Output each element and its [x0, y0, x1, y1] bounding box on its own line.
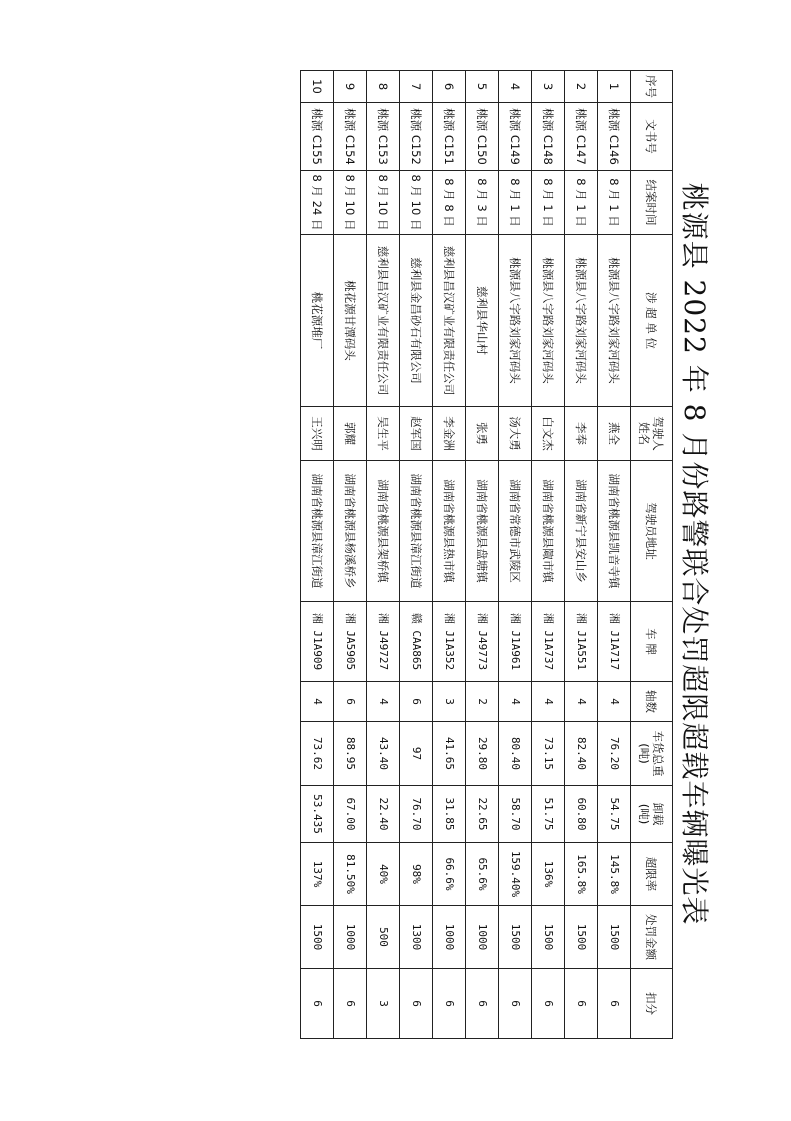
cell-unload: 22.40: [367, 786, 400, 843]
cell-over-rate: 145.8%: [598, 843, 631, 906]
cell-gross: 41.65: [433, 722, 466, 786]
cell-driver: 白文杰: [532, 407, 565, 461]
header-unload-line1: 卸载: [651, 802, 666, 826]
cell-driver: 吴生平: [367, 407, 400, 461]
cell-index: 2: [565, 71, 598, 103]
cell-address: 湖南省桃源县热市镇: [433, 461, 466, 602]
cell-points: 6: [400, 969, 433, 1039]
cell-over-rate: 165.8%: [565, 843, 598, 906]
cell-unit: 桃源县八字路刘家河码头: [565, 235, 598, 407]
header-driver: [631, 407, 673, 461]
cell-fine: 1500: [301, 906, 334, 969]
cell-index: 9: [334, 71, 367, 103]
cell-axles: 4: [598, 682, 631, 722]
cell-doc-no: 桃源 C148: [532, 103, 565, 171]
cell-unload: 54.75: [598, 786, 631, 843]
cell-unload: 67.00: [334, 786, 367, 843]
cell-unload: 76.70: [400, 786, 433, 843]
table-row: [499, 71, 532, 1039]
table-wrapper: [300, 70, 673, 1038]
cell-fine: 1500: [532, 906, 565, 969]
cell-address: 湖南省桃源县漳江街道: [301, 461, 334, 602]
cell-axles: 4: [532, 682, 565, 722]
table-row: [301, 71, 334, 1039]
cell-index: 4: [499, 71, 532, 103]
cell-points: 6: [301, 969, 334, 1039]
cell-plate: 湘 J49773: [466, 602, 499, 682]
cell-doc-no: 桃源 C152: [400, 103, 433, 171]
cell-close-time: 8 月 1 日: [499, 171, 532, 235]
header-driver-line1: 驾驶人: [651, 416, 666, 451]
cell-unload: 31.85: [433, 786, 466, 843]
cell-gross: 43.40: [367, 722, 400, 786]
cell-plate: 湘 J1A961: [499, 602, 532, 682]
cell-address: 湖南省桃源县盘塘镇: [466, 461, 499, 602]
header-index: 序号: [631, 71, 673, 103]
cell-close-time: 8 月 8 日: [433, 171, 466, 235]
header-address: 驾驶员地址: [631, 461, 673, 602]
cell-plate: 湘 J1A909: [301, 602, 334, 682]
cell-gross: 73.15: [532, 722, 565, 786]
cell-doc-no: 桃源 C146: [598, 103, 631, 171]
cell-axles: 4: [565, 682, 598, 722]
header-gross-line2: (吨): [637, 743, 652, 764]
cell-axles: 4: [367, 682, 400, 722]
header-unit: 涉 超 单 位: [631, 235, 673, 407]
cell-fine: 1500: [598, 906, 631, 969]
cell-doc-no: 桃源 C150: [466, 103, 499, 171]
table-row: [367, 71, 400, 1039]
cell-address: 湖南省新宁县安山乡: [565, 461, 598, 602]
header-close-time: 结案时间: [631, 171, 673, 235]
cell-plate: 赣 CAA865: [400, 602, 433, 682]
table-row: [598, 71, 631, 1039]
cell-unit: 慈利县华山村: [466, 235, 499, 407]
cell-fine: 1300: [400, 906, 433, 969]
cell-points: 6: [565, 969, 598, 1039]
cell-axles: 4: [301, 682, 334, 722]
cell-driver: 燕全: [598, 407, 631, 461]
cell-points: 3: [367, 969, 400, 1039]
cell-over-rate: 40%: [367, 843, 400, 906]
cell-axles: 2: [466, 682, 499, 722]
header-unload: [631, 786, 673, 843]
cell-unload: 58.70: [499, 786, 532, 843]
header-over-rate: 超限率: [631, 843, 673, 906]
cell-index: 10: [301, 71, 334, 103]
cell-over-rate: 136%: [532, 843, 565, 906]
table-header-row: [631, 71, 673, 1039]
cell-gross: 73.62: [301, 722, 334, 786]
cell-close-time: 8 月 24 日: [301, 171, 334, 235]
cell-unload: 51.75: [532, 786, 565, 843]
cell-unit: 慈利县金昌砂石有限公司: [400, 235, 433, 407]
table-row: [334, 71, 367, 1039]
cell-index: 7: [400, 71, 433, 103]
cell-plate: 湘 JA5905: [334, 602, 367, 682]
cell-index: 8: [367, 71, 400, 103]
cell-fine: 1000: [466, 906, 499, 969]
cell-over-rate: 137%: [301, 843, 334, 906]
table-row: [532, 71, 565, 1039]
cell-driver: 李奉: [565, 407, 598, 461]
cell-doc-no: 桃源 C153: [367, 103, 400, 171]
cell-unit: 桃源县八字路刘家河码头: [532, 235, 565, 407]
header-doc-no: 文书号: [631, 103, 673, 171]
cell-unit: 慈利县昌汉矿业有限责任公司: [433, 235, 466, 407]
cell-address: 湖南省常德市武陵区: [499, 461, 532, 602]
cell-over-rate: 98%: [400, 843, 433, 906]
document-title: 桃源县 2022 年 8 月份路警联合处罚超限超载车辆曝光表: [678, 182, 711, 926]
cell-points: 6: [499, 969, 532, 1039]
cell-points: 6: [466, 969, 499, 1039]
cell-driver: 赵军国: [400, 407, 433, 461]
cell-fine: 1500: [565, 906, 598, 969]
cell-unit: 慈利县昌汉矿业有限责任公司: [367, 235, 400, 407]
cell-address: 湖南省桃源县杨溪桥乡: [334, 461, 367, 602]
cell-points: 6: [334, 969, 367, 1039]
cell-fine: 1500: [499, 906, 532, 969]
cell-over-rate: 65.6%: [466, 843, 499, 906]
cell-index: 3: [532, 71, 565, 103]
cell-axles: 3: [433, 682, 466, 722]
cell-gross: 82.40: [565, 722, 598, 786]
cell-close-time: 8 月 1 日: [532, 171, 565, 235]
cell-plate: 湘 J1A737: [532, 602, 565, 682]
cell-unit: 桃源县八字路刘家河码头: [499, 235, 532, 407]
cell-plate: 湘 J1A551: [565, 602, 598, 682]
table-row: [466, 71, 499, 1039]
header-gross: [631, 722, 673, 786]
cell-fine: 500: [367, 906, 400, 969]
cell-doc-no: 桃源 C155: [301, 103, 334, 171]
cell-close-time: 8 月 10 日: [367, 171, 400, 235]
cell-points: 6: [433, 969, 466, 1039]
cell-doc-no: 桃源 C149: [499, 103, 532, 171]
table-row: [400, 71, 433, 1039]
cell-points: 6: [532, 969, 565, 1039]
cell-doc-no: 桃源 C147: [565, 103, 598, 171]
cell-close-time: 8 月 10 日: [334, 171, 367, 235]
cell-unit: 桃源县八字路刘家河码头: [598, 235, 631, 407]
cell-close-time: 8 月 10 日: [400, 171, 433, 235]
cell-gross: 80.40: [499, 722, 532, 786]
cell-doc-no: 桃源 C154: [334, 103, 367, 171]
cell-unload: 53.435: [301, 786, 334, 843]
cell-close-time: 8 月 1 日: [598, 171, 631, 235]
cell-plate: 湘 J1A717: [598, 602, 631, 682]
header-plate: 车 牌: [631, 602, 673, 682]
rotated-landscape-content: [304, 70, 716, 1038]
cell-unload: 60.80: [565, 786, 598, 843]
cell-gross: 76.20: [598, 722, 631, 786]
cell-fine: 1000: [433, 906, 466, 969]
table-row: [433, 71, 466, 1039]
cell-unload: 22.65: [466, 786, 499, 843]
cell-axles: 6: [400, 682, 433, 722]
cell-plate: 湘 J49727: [367, 602, 400, 682]
cell-address: 湖南省桃源县架桥镇: [367, 461, 400, 602]
cell-address: 湖南省桃源县漳江街道: [400, 461, 433, 602]
cell-points: 6: [598, 969, 631, 1039]
cell-close-time: 8 月 1 日: [565, 171, 598, 235]
cell-gross: 88.95: [334, 722, 367, 786]
cell-driver: 李金洲: [433, 407, 466, 461]
cell-index: 5: [466, 71, 499, 103]
cell-over-rate: 66.6%: [433, 843, 466, 906]
cell-gross: 97: [400, 722, 433, 786]
cell-driver: 张勇: [466, 407, 499, 461]
cell-driver: 王兴明: [301, 407, 334, 461]
violations-table: [300, 70, 673, 1039]
cell-plate: 湘 J1A352: [433, 602, 466, 682]
cell-index: 1: [598, 71, 631, 103]
cell-axles: 6: [334, 682, 367, 722]
table-body: [301, 71, 631, 1039]
cell-index: 6: [433, 71, 466, 103]
cell-unit: 桃花源甘潭码头: [334, 235, 367, 407]
table-row: [565, 71, 598, 1039]
cell-over-rate: 81.50%: [334, 843, 367, 906]
cell-address: 湖南省桃源县陬市镇: [532, 461, 565, 602]
header-axles: 轴数: [631, 682, 673, 722]
header-driver-line2: 姓名: [637, 422, 652, 445]
cell-doc-no: 桃源 C151: [433, 103, 466, 171]
cell-close-time: 8 月 3 日: [466, 171, 499, 235]
header-unload-line2: (吨): [637, 803, 652, 825]
cell-axles: 4: [499, 682, 532, 722]
cell-gross: 29.80: [466, 722, 499, 786]
cell-address: 湖南省桃源县凯音寺镇: [598, 461, 631, 602]
cell-driver: 郭耀: [334, 407, 367, 461]
header-points: 扣分: [631, 969, 673, 1039]
cell-unit: 桃花源堆厂: [301, 235, 334, 407]
cell-over-rate: 159.40%: [499, 843, 532, 906]
cell-driver: 汤大勇: [499, 407, 532, 461]
header-fine: 处罚金额: [631, 906, 673, 969]
header-gross-line1: 车货总重: [651, 730, 666, 777]
cell-fine: 1000: [334, 906, 367, 969]
